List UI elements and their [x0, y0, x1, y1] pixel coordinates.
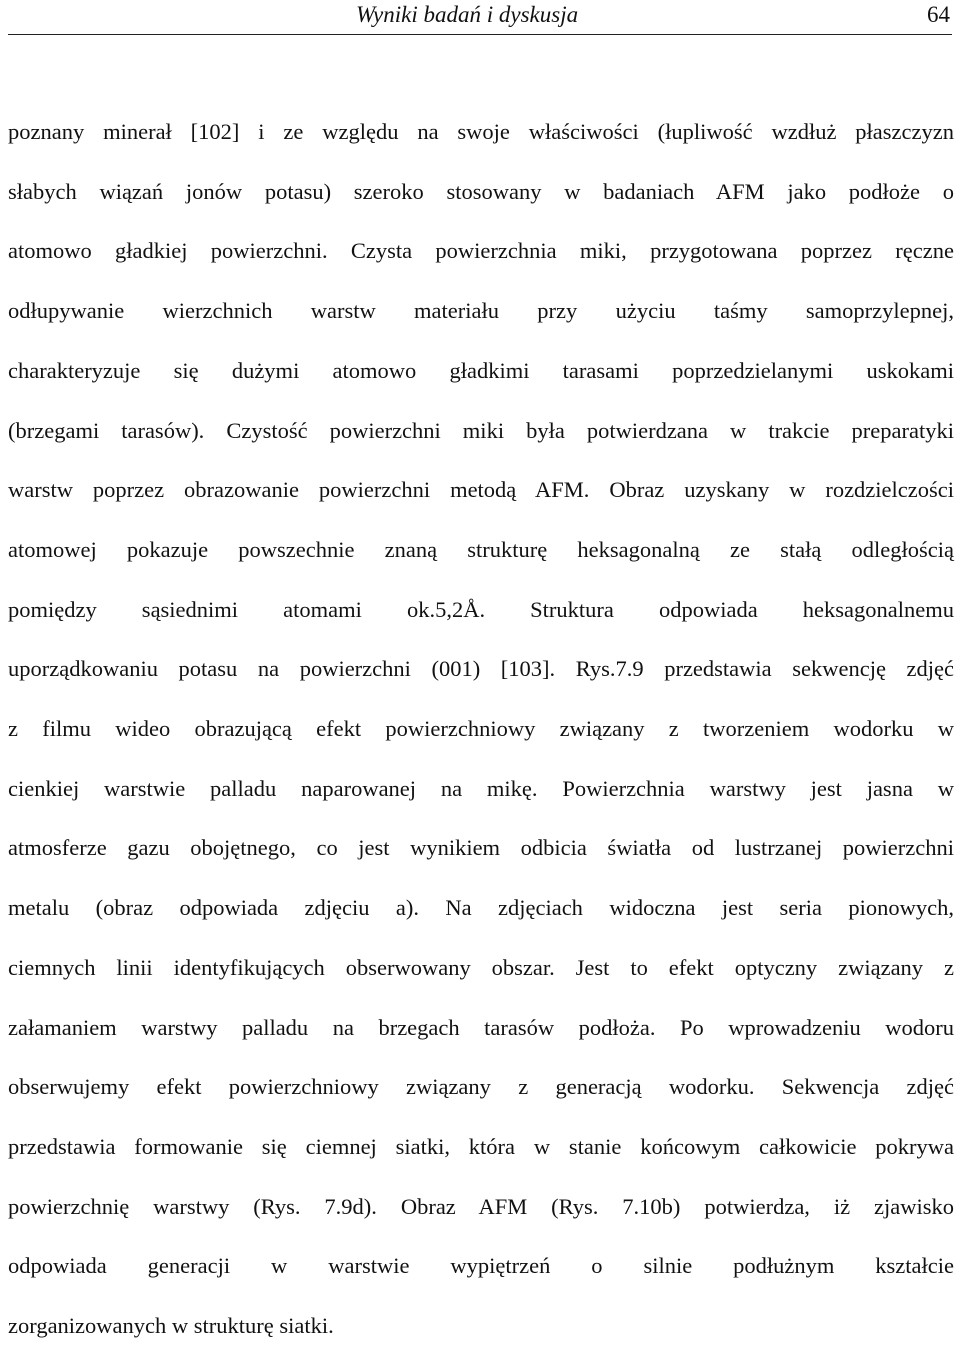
- text-line: słabych wiązań jonów potasu) szeroko stosowany w badaniach AFM jako podłoże o: [8, 178, 954, 204]
- text-line: zorganizowanych w strukturę siatki.: [8, 1313, 334, 1339]
- text-line: załamaniem warstwy palladu na brzegach tarasów podłoża. Po wprowadzeniu wodoru: [8, 1014, 954, 1040]
- text-line: odłupywanie wierzchnich warstw materiału przy użyciu taśmy samoprzylepnej,: [8, 298, 954, 324]
- text-line: charakteryzuje się dużymi atomowo gładkimi tarasami poprzedzielanymi uskokami: [8, 357, 954, 383]
- text-line: pomiędzy sąsiednimi atomami ok.5,2Å. Struktura odpowiada heksagonalnemu: [8, 596, 954, 622]
- text-line: cienkiej warstwie palladu naparowanej na mikę. Powierzchnia warstwy jest jasna w: [8, 775, 954, 801]
- text-line: ciemnych linii identyfikujących obserwowany obszar. Jest to efekt optyczny związany z: [8, 954, 954, 980]
- page-header: [8, 0, 952, 35]
- text-line: powierzchnię warstwy (Rys. 7.9d). Obraz AFM (Rys. 7.10b) potwierdza, iż zjawisko: [8, 1193, 954, 1219]
- page-number: 64: [927, 2, 950, 27]
- text-line: warstw poprzez obrazowanie powierzchni metodą AFM. Obraz uzyskany w rozdzielczości: [8, 477, 954, 503]
- text-line: atmosferze gazu obojętnego, co jest wynikiem odbicia światła od lustrzanej powierzchni: [8, 835, 954, 861]
- text-line: atomowej pokazuje powszechnie znaną strukturę heksagonalną ze stałą odległością: [8, 536, 954, 562]
- text-line: z filmu wideo obrazującą efekt powierzchniowy związany z tworzeniem wodorku w: [8, 716, 954, 742]
- text-line: (brzegami tarasów). Czystość powierzchni miki była potwierdzana w trakcie preparatyki: [8, 417, 954, 443]
- text-line: uporządkowaniu potasu na powierzchni (001) [103]. Rys.7.9 przedstawia sekwencję zdjęć: [8, 656, 954, 682]
- text-line: odpowiada generacji w warstwie wypiętrzeń o silnie podłużnym kształcie: [8, 1253, 954, 1279]
- text-line: metalu (obraz odpowiada zdjęciu a). Na zdjęciach widoczna jest seria pionowych,: [8, 895, 954, 921]
- text-line: atomowo gładkiej powierzchni. Czysta powierzchnia miki, przygotowana poprzez ręczne: [8, 238, 954, 264]
- body-paragraph: [8, 102, 954, 1356]
- running-header-title: Wyniki badań i dyskusja: [356, 2, 579, 27]
- text-line: obserwujemy efekt powierzchniowy związany z generacją wodorku. Sekwencja zdjęć: [8, 1074, 954, 1100]
- text-line: przedstawia formowanie się ciemnej siatki, która w stanie końcowym całkowicie pokrywa: [8, 1133, 954, 1159]
- text-line: poznany minerał [102] i ze względu na swoje właściwości (łupliwość wzdłuż płaszczyzn: [8, 119, 954, 144]
